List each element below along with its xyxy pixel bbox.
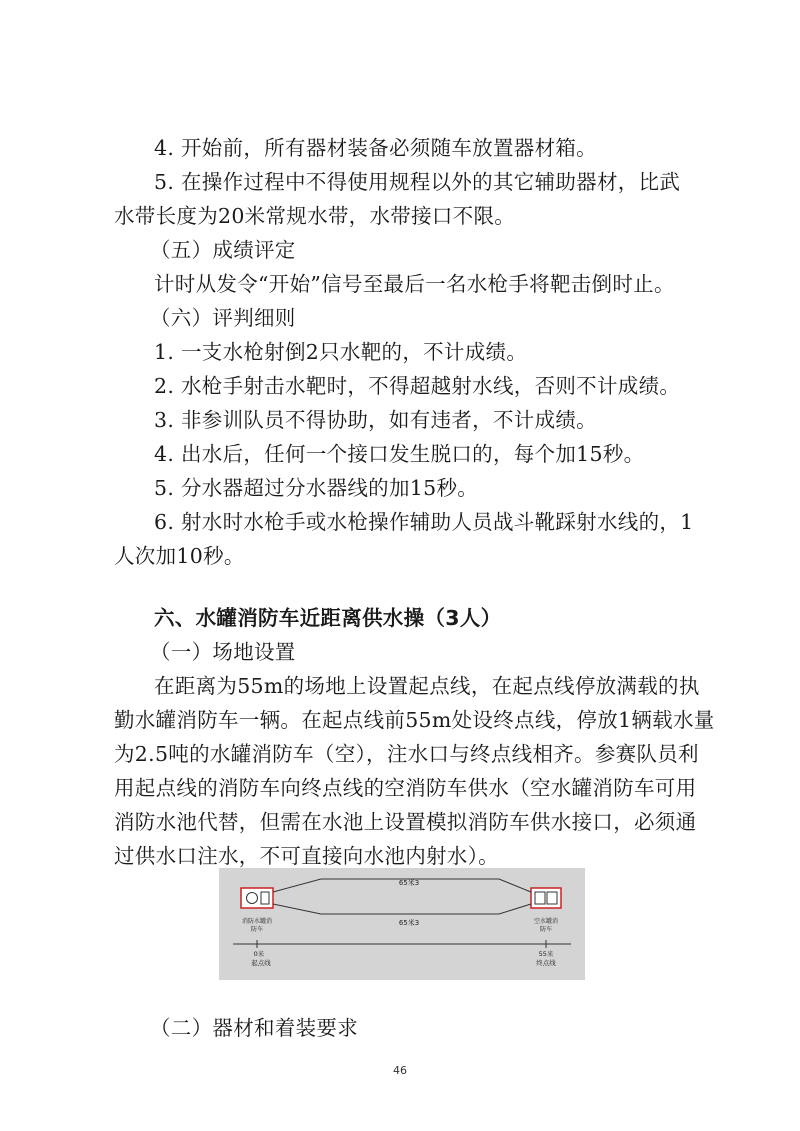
judging-item-4: 4. 出水后，任何一个接口发生脱口的，每个加15秒。 [154,442,645,466]
hose-label-top: 65米3 [398,879,420,887]
start-distance-label: 0米 [253,950,265,958]
end-distance-label: 55米 [538,950,554,958]
end-line-label: 终点线 [536,959,556,967]
sub-heading-site-setup: （一）场地设置 [150,640,296,664]
site-layout-diagram [219,868,585,980]
body-line-3: 为2.5吨的水罐消防车（空），注水口与终点线相齐。参赛队员利 [114,742,699,766]
body-line-4: 用起点线的消防车向终点线的空消防车供水（空水罐消防车可用 [114,776,697,800]
judging-item-6-cont: 人次加10秒。 [114,544,245,568]
judging-item-5: 5. 分水器超过分水器线的加15秒。 [154,476,479,500]
right-truck-label-2: 防车 [539,926,553,933]
rule-item-5-cont: 水带长度为20米常规水带，水带接口不限。 [114,204,516,228]
right-truck-label-1: 空水罐消 [533,918,559,925]
scoring-text: 计时从发令“开始”信号至最后一名水枪手将靶击倒时止。 [154,272,675,296]
left-truck-label-2: 防车 [250,926,264,933]
page-number: 46 [393,1064,407,1077]
body-line-2: 勤水罐消防车一辆。在起点线前55m处设终点线，停放1辆载水量 [114,708,715,732]
body-line-1: 在距离为55m的场地上设置起点线，在起点线停放满载的执 [154,674,700,698]
left-fire-truck [241,888,273,908]
rule-item-4: 4. 开始前，所有器材装备必须随车放置器材箱。 [154,136,597,160]
sub-heading-equipment: （二）器材和着装要求 [150,1016,358,1040]
judging-item-1: 1. 一支水枪射倒2只水靶的，不计成绩。 [154,340,528,364]
left-truck-label-1: 消防水罐消 [241,918,273,925]
body-line-5: 消防水池代替，但需在水池上设置模拟消防车供水接口，必须通 [114,810,697,834]
sub-heading-scoring: （五）成绩评定 [150,238,296,262]
judging-item-2: 2. 水枪手射击水靶时，不得超越射水线，否则不计成绩。 [154,374,681,398]
rule-item-5: 5. 在操作过程中不得使用规程以外的其它辅助器材，比武 [154,170,681,194]
judging-item-6: 6. 射水时水枪手或水枪操作辅助人员战斗靴踩射水线的，1 [154,510,694,534]
start-line-label: 起点线 [251,959,271,967]
right-fire-truck [531,888,561,908]
judging-item-3: 3. 非参训队员不得协助，如有违者，不计成绩。 [154,408,597,432]
hose-label-bottom: 65米3 [398,919,420,927]
body-line-6: 过供水口注水，不可直接向水池内射水）。 [114,844,499,868]
sub-heading-judging: （六）评判细则 [150,306,296,330]
section-heading: 六、水罐消防车近距离供水操（3人） [154,606,502,630]
